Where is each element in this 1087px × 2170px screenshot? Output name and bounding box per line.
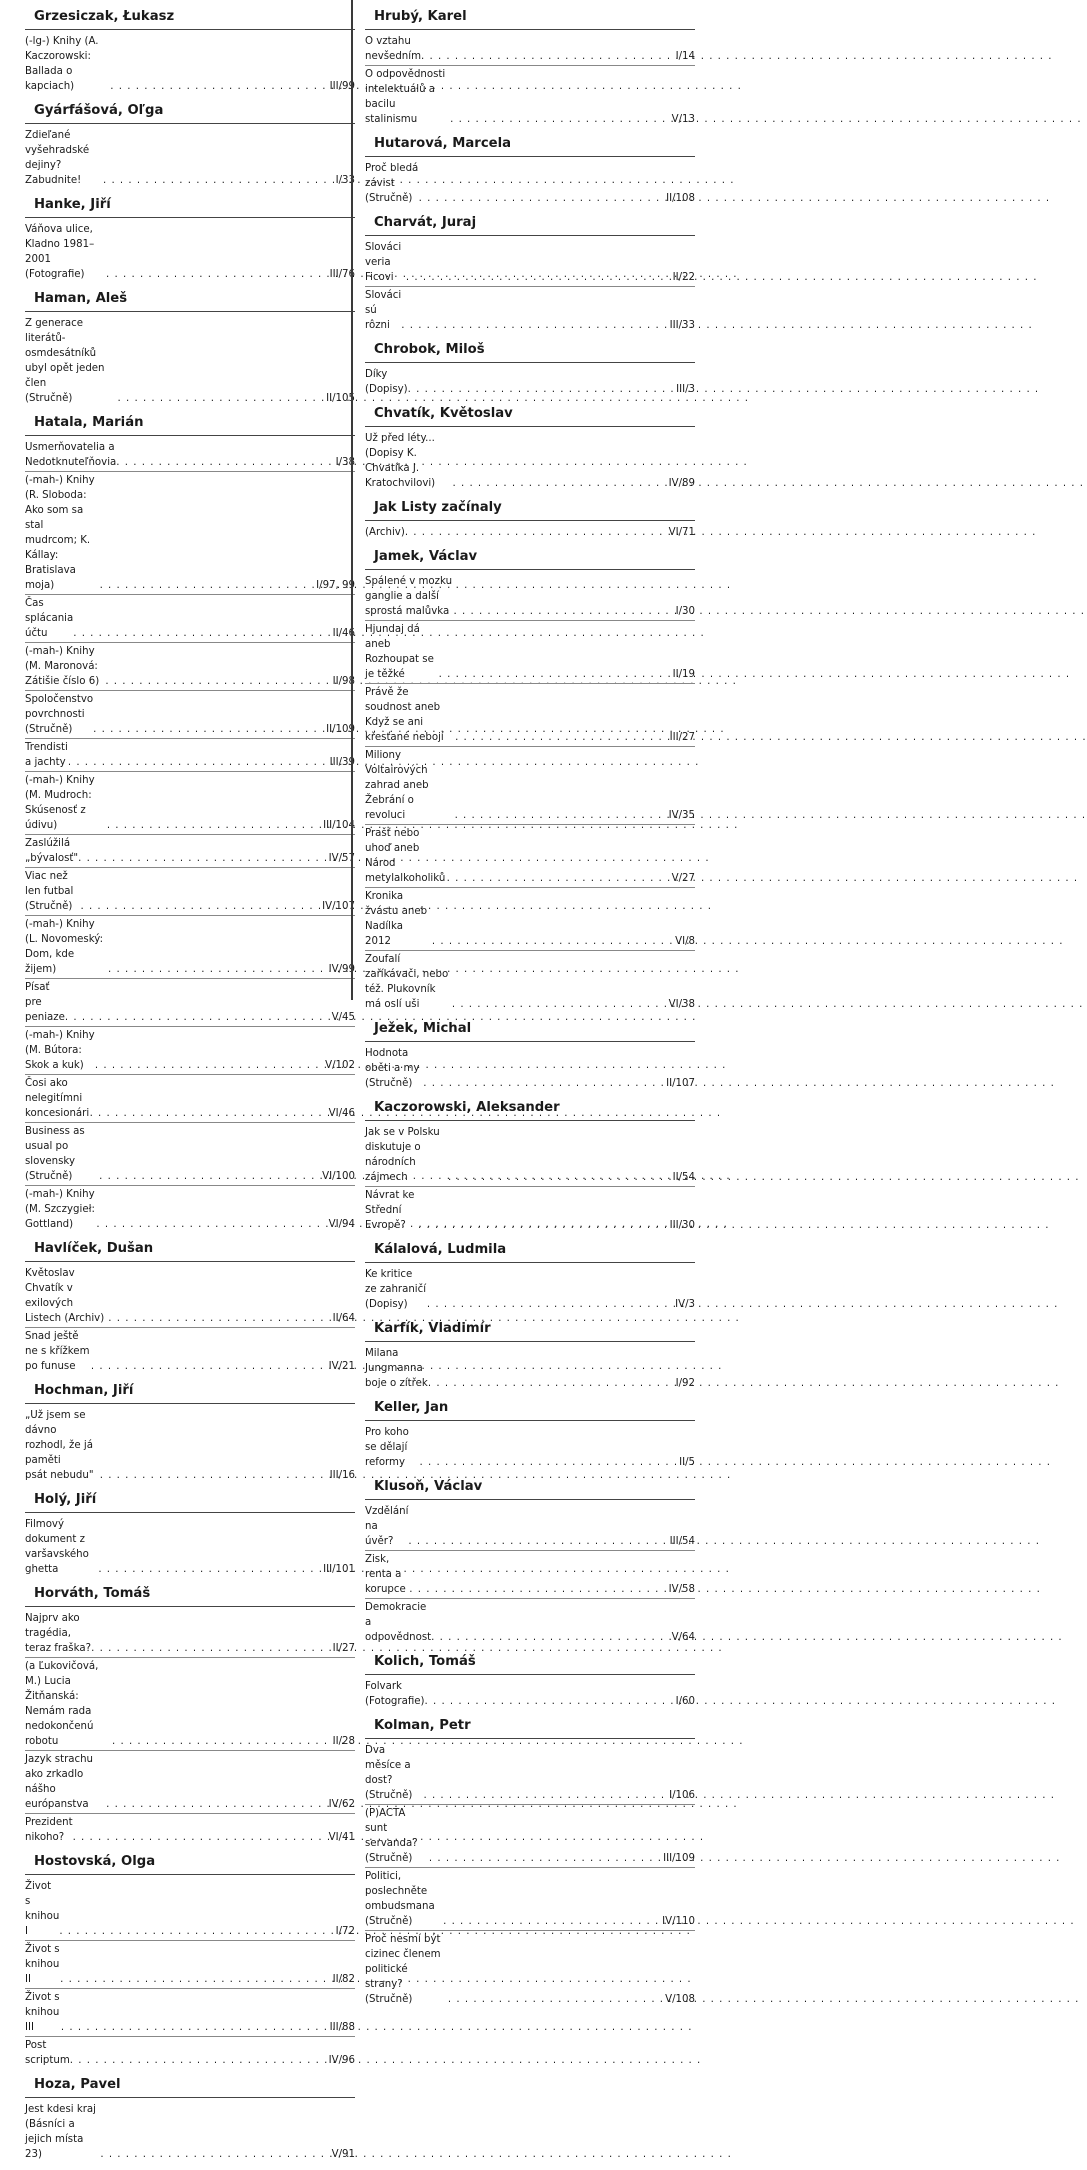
entry-title: Vzdělání na úvěr? xyxy=(365,1506,409,1547)
issue-page-ref: VI/71 xyxy=(668,527,695,538)
issue-page-ref: VI/46 xyxy=(328,1108,355,1119)
author-name: Jamek, Václav xyxy=(365,548,695,570)
author-name: Hrubý, Karel xyxy=(365,8,695,30)
issue-page-ref: II/22 xyxy=(672,272,695,283)
dot-leader xyxy=(455,808,669,823)
index-entry xyxy=(365,1424,695,1471)
entry-title: Spoločenstvo povrchnosti (Stručně) xyxy=(25,694,94,735)
index-entry xyxy=(25,1328,355,1375)
entry-title: Trendisti a jachty xyxy=(25,742,68,768)
index-entry xyxy=(365,239,695,287)
issue-page-ref: I/106 xyxy=(669,1790,695,1801)
dot-leader xyxy=(421,49,676,64)
author-name: Grzesiczak, Łukasz xyxy=(25,8,355,30)
index-entry xyxy=(25,1186,355,1233)
dot-leader xyxy=(439,667,673,682)
issue-page-ref: VI/8 xyxy=(675,936,695,947)
entry-title: Díky (Dopisy) xyxy=(365,369,408,395)
issue-page-ref: II/46 xyxy=(332,628,355,639)
issue-page-ref: VI/41 xyxy=(328,1832,355,1843)
author-block xyxy=(25,102,355,189)
entry-title: Písať pre peniaze xyxy=(25,982,65,1023)
dot-leader xyxy=(443,1914,662,1929)
entry-title: Právě že soudnost aneb Když se ani křesťané nebojí xyxy=(365,687,444,743)
entry-title: O odpovědnosti intelektuálů a bacilu stalinismu xyxy=(365,69,446,125)
index-column-left xyxy=(25,8,355,2170)
entry-title: (P)ACTA sunt servanda? (Stručně) xyxy=(365,1808,418,1864)
author-block xyxy=(365,1478,695,1646)
entry-title: Hodnota oběti a my (Stručně) xyxy=(365,1048,420,1089)
issue-page-ref: II/108 xyxy=(666,193,695,204)
entry-title: Prašť nebo uhoď aneb Národ metylalkoholiků xyxy=(365,828,446,884)
author-block xyxy=(365,1320,695,1392)
dot-leader xyxy=(423,1076,666,1091)
issue-page-ref: I/72 xyxy=(335,1926,355,1937)
entry-title: Spálené v mozku ganglie a další sprostá malůvka xyxy=(365,576,453,617)
index-entry xyxy=(25,1878,355,1941)
issue-page-ref: V/102 xyxy=(325,1060,355,1071)
issue-page-ref: V/108 xyxy=(665,1994,695,2005)
index-entry xyxy=(365,524,695,541)
issue-page-ref: VI/38 xyxy=(668,999,695,1010)
index-entry xyxy=(365,160,695,207)
index-entry xyxy=(365,1599,695,1646)
author-name: Karfík, Vladimír xyxy=(365,1320,695,1342)
entry-title: Ke kritice ze zahraničí (Dopisy) xyxy=(365,1269,427,1310)
issue-page-ref: III/39 xyxy=(329,757,355,768)
entry-title: (-mah-) Knihy (M. Bútora: Skok a kuk) xyxy=(25,1030,95,1071)
index-entry xyxy=(365,1503,695,1551)
dot-leader xyxy=(99,1169,322,1184)
entry-title: Jazyk strachu ako zrkadlo nášho európanstva xyxy=(25,1754,94,1810)
issue-page-ref: III/88 xyxy=(329,2022,355,2033)
author-name: Hochman, Jiří xyxy=(25,1382,355,1404)
entry-title: (-lg-) Knihy (A. Kaczorowski: Ballada o kapciach) xyxy=(25,36,99,92)
entry-title: Jest kdesi kraj (Básníci a jejich místa 23) xyxy=(25,2104,96,2160)
entry-title: „Už jsem se dávno rozhodl, že já paměti psát nebudu" xyxy=(25,1410,94,1481)
entry-title: Život s knihou II xyxy=(25,1944,60,1985)
index-entry xyxy=(25,1989,355,2037)
index-entry xyxy=(25,1658,355,1751)
index-entry xyxy=(365,1742,695,1805)
dot-leader xyxy=(73,1830,329,1845)
dot-leader xyxy=(454,604,676,619)
column-divider xyxy=(351,0,353,1000)
index-entry xyxy=(365,430,695,492)
author-name: Hanke, Jiří xyxy=(25,196,355,218)
author-name: Charvát, Juraj xyxy=(365,214,695,236)
entry-title: Post scriptum xyxy=(25,2040,70,2066)
author-name: Jak Listy začínaly xyxy=(365,499,695,521)
dot-leader xyxy=(431,1630,671,1645)
issue-page-ref: II/27 xyxy=(332,1643,355,1654)
issue-page-ref: I/97, 99 xyxy=(316,580,355,591)
issue-page-ref: V/13 xyxy=(671,114,695,125)
index-entry xyxy=(365,1187,695,1234)
dot-leader xyxy=(68,755,330,770)
index-entry xyxy=(25,2037,355,2069)
dot-leader xyxy=(61,2020,330,2035)
issue-page-ref: II/19 xyxy=(672,669,695,680)
entry-title: Z generace literátů-osmdesátníků ubyl opět jeden člen (Stručně) xyxy=(25,318,105,404)
issue-page-ref: IV/99 xyxy=(328,964,355,975)
index-entry xyxy=(365,1931,695,2008)
issue-page-ref: II/98 xyxy=(332,676,355,687)
entry-title: Život s knihou I xyxy=(25,1881,60,1937)
entry-title: Slováci veria Ficovi xyxy=(365,242,402,283)
index-column-right xyxy=(365,8,695,2015)
entry-title: Prezident nikoho? xyxy=(25,1817,73,1843)
entry-title: Snad ještě ne s křížkem po funuse xyxy=(25,1331,90,1372)
entry-title: (-mah-) Knihy (R. Sloboda: Ako som sa stal mudrcom; K. Kállay: Bratislava moja) xyxy=(25,475,95,591)
index-entry xyxy=(365,1551,695,1599)
author-block xyxy=(365,1099,695,1234)
issue-page-ref: IV/62 xyxy=(328,1799,355,1810)
dot-leader xyxy=(406,270,673,285)
index-entry xyxy=(365,1345,695,1392)
entry-title: Zaslúžilá „bývalosť" xyxy=(25,838,79,864)
index-entry xyxy=(25,595,355,643)
author-name: Hostovská, Olga xyxy=(25,1853,355,1875)
dot-leader xyxy=(401,318,669,333)
entry-title: (-mah-) Knihy (M. Mudroch: Skúsenosť z údivu) xyxy=(25,775,95,831)
entry-title: (-mah-) Knihy (L. Novomeský: Dom, kde žijem) xyxy=(25,919,103,975)
author-name: Horváth, Tomáš xyxy=(25,1585,355,1607)
issue-page-ref: II/109 xyxy=(326,724,355,735)
dot-leader xyxy=(110,79,329,94)
dot-leader xyxy=(118,391,327,406)
index-entry xyxy=(25,643,355,691)
author-name: Hoza, Pavel xyxy=(25,2076,355,2098)
entry-title: (-mah-) Knihy (M. Maronová: Zátišie číslo 6) xyxy=(25,646,100,687)
issue-page-ref: II/54 xyxy=(672,1172,695,1183)
dot-leader xyxy=(105,674,332,689)
author-name: Chvatík, Květoslav xyxy=(365,405,695,427)
dot-leader xyxy=(418,1218,670,1233)
issue-page-ref: IV/107 xyxy=(322,901,355,912)
issue-page-ref: III/76 xyxy=(329,269,355,280)
index-entry xyxy=(25,979,355,1027)
dot-leader xyxy=(429,1851,663,1866)
entry-title: Proč bledá závist (Stručně) xyxy=(365,163,419,204)
author-name: Keller, Jan xyxy=(365,1399,695,1421)
dot-leader xyxy=(427,1297,675,1312)
issue-page-ref: I/92 xyxy=(675,1378,695,1389)
dot-leader xyxy=(108,962,329,977)
index-entry xyxy=(25,835,355,868)
issue-page-ref: I/30 xyxy=(675,606,695,617)
author-block xyxy=(365,405,695,492)
index-entry xyxy=(365,1045,695,1092)
dot-leader xyxy=(405,525,669,540)
issue-page-ref: II/5 xyxy=(679,1457,695,1468)
dot-leader xyxy=(447,871,672,886)
entry-title: Květoslav Chvatík v exilových Listech (Archiv) xyxy=(25,1268,105,1324)
issue-page-ref: III/54 xyxy=(669,1536,695,1547)
author-block xyxy=(365,1241,695,1313)
dot-leader xyxy=(93,722,326,737)
index-entry xyxy=(25,1407,355,1484)
index-entry xyxy=(365,825,695,888)
dot-leader xyxy=(73,626,332,641)
dot-leader xyxy=(452,997,669,1012)
author-name: Kálalová, Ludmila xyxy=(365,1241,695,1263)
index-entry xyxy=(25,2101,355,2163)
entry-title: Proč nesmí být cizinec členem politické strany? (Stručně) xyxy=(365,1934,441,2005)
index-entry xyxy=(365,66,695,128)
author-name: Havlíček, Dušan xyxy=(25,1240,355,1262)
dot-leader xyxy=(100,2147,331,2162)
entry-title: Folvark (Fotografie) xyxy=(365,1681,425,1707)
index-entry xyxy=(25,472,355,595)
entry-title: Milana Jungmanna boje o zítřek xyxy=(365,1348,428,1389)
entry-title: Pro koho se dělají reformy xyxy=(365,1427,409,1468)
entry-title: Viac než len futbal (Stručně) xyxy=(25,871,74,912)
index-entry xyxy=(365,1678,695,1710)
author-name: Kolich, Tomáš xyxy=(365,1653,695,1675)
dot-leader xyxy=(424,1694,675,1709)
index-entry xyxy=(365,366,695,398)
issue-page-ref: II/64 xyxy=(332,1313,355,1324)
entry-title: Čas splácania účtu xyxy=(25,598,74,639)
issue-page-ref: III/30 xyxy=(669,1220,695,1231)
index-entry xyxy=(365,888,695,951)
author-block xyxy=(365,8,695,128)
author-block xyxy=(25,414,355,1233)
entry-title: Zdieľané vyšehradské dejiny? Zabudnite! xyxy=(25,130,90,186)
entry-title: Čosi ako nelegitímni koncesionári xyxy=(25,1078,90,1119)
dot-leader xyxy=(98,1562,323,1577)
author-name: Holý, Jiří xyxy=(25,1491,355,1513)
author-block xyxy=(365,499,695,541)
dot-leader xyxy=(448,1992,665,2007)
index-entry xyxy=(25,1751,355,1814)
issue-page-ref: V/27 xyxy=(671,873,695,884)
author-block xyxy=(25,1853,355,2069)
dot-leader xyxy=(95,1058,325,1073)
issue-page-ref: IV/96 xyxy=(328,2055,355,2066)
author-name: Haman, Aleš xyxy=(25,290,355,312)
index-entry xyxy=(25,772,355,835)
index-entry xyxy=(365,1805,695,1868)
entry-title: Jak se v Polsku diskutuje o národních zájmech xyxy=(365,1127,440,1183)
index-entry xyxy=(365,684,695,747)
entry-title: O vztahu nevšedním xyxy=(365,36,422,62)
index-entry xyxy=(25,1265,355,1328)
index-entry xyxy=(25,691,355,739)
author-block xyxy=(365,135,695,207)
entry-title: Návrat ke Střední Evropě? xyxy=(365,1190,415,1231)
dot-leader xyxy=(96,1217,328,1232)
dot-leader xyxy=(65,1010,332,1025)
issue-page-ref: I/14 xyxy=(675,51,695,62)
entry-title: Už před léty... (Dopisy K. Chvatíka J. Kratochvilovi) xyxy=(365,433,436,489)
issue-page-ref: II/82 xyxy=(332,1974,355,1985)
dot-leader xyxy=(91,1359,329,1374)
author-name: Kolman, Petr xyxy=(365,1717,695,1739)
dot-leader xyxy=(455,730,670,745)
author-block xyxy=(25,1382,355,1484)
dot-leader xyxy=(106,1797,328,1812)
index-entry xyxy=(365,1124,695,1187)
entry-title: Usmerňovatelia a Nedotknuteľňovia xyxy=(25,442,117,468)
index-entry xyxy=(25,1941,355,1989)
index-entry xyxy=(365,951,695,1013)
author-name: Klusoň, Václav xyxy=(365,1478,695,1500)
author-block xyxy=(365,1399,695,1471)
dot-leader xyxy=(108,1311,332,1326)
dot-leader xyxy=(100,1468,330,1483)
index-entry xyxy=(365,573,695,621)
index-entry xyxy=(25,739,355,772)
dot-leader xyxy=(90,1106,329,1121)
dot-leader xyxy=(448,1170,673,1185)
dot-leader xyxy=(408,382,676,397)
index-entry xyxy=(25,1075,355,1123)
issue-page-ref: II/105 xyxy=(326,393,355,404)
issue-page-ref: VI/100 xyxy=(322,1171,355,1182)
entry-title: (a Ľukovičová, M.) Lucia Žitňanská: Nemám rada nedokončenú robotu xyxy=(25,1661,99,1747)
entry-title: Zisk, renta a korupce xyxy=(365,1554,406,1595)
entry-title: Váňova ulice, Kladno 1981–2001 (Fotografie) xyxy=(25,224,95,280)
issue-page-ref: III/33 xyxy=(669,320,695,331)
issue-page-ref: III/101 xyxy=(323,1564,355,1575)
dot-leader xyxy=(70,2053,329,2068)
author-name: Chrobok, Miloš xyxy=(365,341,695,363)
index-entry xyxy=(25,1814,355,1846)
dot-leader xyxy=(409,1582,668,1597)
author-name: Hutarová, Marcela xyxy=(365,135,695,157)
dot-leader xyxy=(432,934,675,949)
author-block xyxy=(25,290,355,407)
index-entry xyxy=(25,1610,355,1658)
entry-title: (-mah-) Knihy (M. Szczygieł: Gottland) xyxy=(25,1189,95,1230)
index-entry xyxy=(25,439,355,472)
entry-title: Najprv ako tragédia, teraz fraška? xyxy=(25,1613,91,1654)
index-entry xyxy=(25,916,355,979)
index-entry xyxy=(25,1123,355,1186)
issue-page-ref: II/28 xyxy=(332,1736,355,1747)
author-name: Ježek, Michal xyxy=(365,1020,695,1042)
author-block xyxy=(25,1491,355,1578)
entry-title: Zoufalí zaříkávači, nebo též. Plukovník má oslí uši xyxy=(365,954,449,1010)
index-entry xyxy=(365,1868,695,1931)
index-entry xyxy=(365,287,695,334)
author-block xyxy=(365,1020,695,1092)
issue-page-ref: III/3 xyxy=(676,384,695,395)
entry-title: Politici, poslechněte ombudsmana (Stručně) xyxy=(365,1871,435,1927)
author-block xyxy=(25,8,355,95)
issue-page-ref: IV/58 xyxy=(668,1584,695,1595)
author-block xyxy=(365,1717,695,2008)
entry-title: Slováci sú rôzni xyxy=(365,290,402,331)
index-entry xyxy=(25,33,355,95)
entry-title: Kronika žvástu aneb Nadílka 2012 xyxy=(365,891,428,947)
issue-page-ref: V/91 xyxy=(331,2149,355,2160)
author-name: Gyárfášová, Oľga xyxy=(25,102,355,124)
dot-leader xyxy=(408,1534,669,1549)
dot-leader xyxy=(116,455,335,470)
issue-page-ref: VI/94 xyxy=(328,1219,355,1230)
issue-page-ref: III/99 xyxy=(329,81,355,92)
entry-title: Filmový dokument z varšavského ghetta xyxy=(25,1519,89,1575)
dot-leader xyxy=(106,267,330,282)
dot-leader xyxy=(419,191,666,206)
issue-page-ref: III/16 xyxy=(329,1470,355,1481)
index-entry xyxy=(365,33,695,66)
author-block xyxy=(365,214,695,334)
index-entry xyxy=(25,1516,355,1578)
dot-leader xyxy=(78,851,329,866)
index-entry xyxy=(365,1266,695,1313)
entry-title: Miliony Voltairových zahrad aneb Žebrání o revoluci xyxy=(365,750,429,821)
author-name: Hatala, Marián xyxy=(25,414,355,436)
dot-leader xyxy=(428,1376,676,1391)
index-entry xyxy=(25,1027,355,1075)
dot-leader xyxy=(103,173,336,188)
index-entry xyxy=(25,315,355,407)
issue-page-ref: IV/35 xyxy=(668,810,695,821)
author-name: Kaczorowski, Aleksander xyxy=(365,1099,695,1121)
index-entry xyxy=(365,747,695,825)
author-block xyxy=(25,1240,355,1375)
issue-page-ref: IV/57 xyxy=(328,853,355,864)
entry-title: Dva měsíce a dost? (Stručně) xyxy=(365,1745,413,1801)
dot-leader xyxy=(100,578,317,593)
issue-page-ref: IV/3 xyxy=(675,1299,695,1310)
issue-page-ref: III/109 xyxy=(663,1853,695,1864)
author-block xyxy=(25,2076,355,2163)
issue-page-ref: I/60 xyxy=(675,1696,695,1707)
issue-page-ref: I/38 xyxy=(335,457,355,468)
dot-leader xyxy=(59,1924,335,1939)
index-entry xyxy=(25,868,355,916)
dot-leader xyxy=(91,1641,332,1656)
entry-title: Business as usual po slovensky (Stručně) xyxy=(25,1126,85,1182)
author-block xyxy=(25,1585,355,1846)
dot-leader xyxy=(80,899,322,914)
dot-leader xyxy=(112,1734,333,1749)
dot-leader xyxy=(420,1455,680,1470)
issue-page-ref: IV/21 xyxy=(328,1361,355,1372)
issue-page-ref: III/27 xyxy=(669,732,695,743)
author-block xyxy=(365,341,695,398)
issue-page-ref: II/107 xyxy=(666,1078,695,1089)
issue-page-ref: IV/110 xyxy=(662,1916,695,1927)
author-block xyxy=(365,1653,695,1710)
author-block xyxy=(365,548,695,1013)
issue-page-ref: IV/89 xyxy=(668,478,695,489)
issue-page-ref: III/104 xyxy=(323,820,355,831)
dot-leader xyxy=(423,1788,669,1803)
issue-page-ref: I/33 xyxy=(335,175,355,186)
index-entry xyxy=(25,221,355,283)
entry-title: (Archiv) xyxy=(365,527,405,538)
dot-leader xyxy=(107,818,323,833)
index-entry xyxy=(365,621,695,684)
dot-leader xyxy=(60,1972,332,1987)
author-block xyxy=(25,196,355,283)
index-entry xyxy=(25,127,355,189)
issue-page-ref: V/64 xyxy=(671,1632,695,1643)
entry-title: Život s knihou III xyxy=(25,1992,60,2033)
issue-page-ref: V/45 xyxy=(331,1012,355,1023)
entry-title: Hjundaj dá aneb Rozhoupat se je těžké xyxy=(365,624,434,680)
dot-leader xyxy=(453,476,669,491)
dot-leader xyxy=(450,112,672,127)
entry-title: Demokracie a odpovědnost xyxy=(365,1602,432,1643)
